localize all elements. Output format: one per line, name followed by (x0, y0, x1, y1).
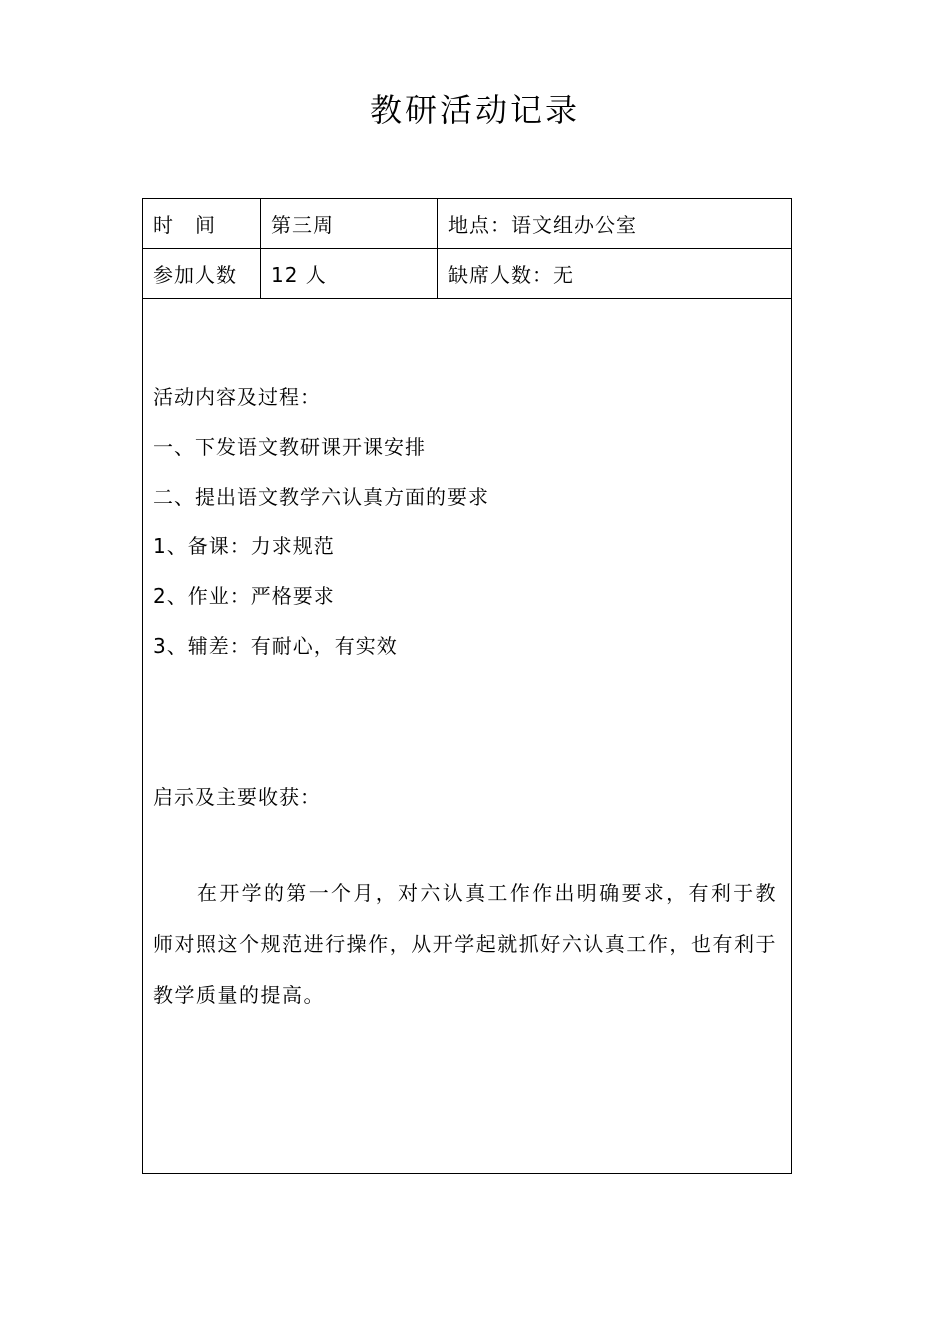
page-title: 教研活动记录 (369, 91, 580, 129)
attendees-value: 12 人 (261, 249, 438, 299)
harvest-heading: 启示及主要收获： (153, 785, 321, 809)
time-label: 时 间 (143, 199, 261, 249)
list-item: 3、辅差：有耐心，有实效 (153, 634, 398, 658)
attendees-label: 参加人数 (143, 249, 261, 299)
list-item: 2、作业：严格要求 (153, 584, 335, 608)
list-item: 一、下发语文教研课开课安排 (153, 435, 426, 459)
harvest-paragraph: 在开学的第一个月，对六认真工作作出明确要求，有利于教师对照这个规范进行操作，从开学起就抓好六认真工作，也有利于教学质量的提高。 (153, 881, 777, 1007)
time-value: 第三周 (261, 199, 438, 249)
content-cell (143, 299, 792, 1174)
record-table (142, 198, 792, 1174)
location-cell: 地点：语文组办公室 (438, 199, 792, 249)
list-item: 二、提出语文教学六认真方面的要求 (153, 485, 489, 509)
absent-cell: 缺席人数：无 (438, 249, 792, 299)
time-row (143, 199, 792, 249)
activity-heading: 活动内容及过程： (153, 385, 321, 409)
list-item: 1、备课：力求规范 (153, 534, 335, 558)
attendance-row (143, 249, 792, 299)
content-row (143, 299, 792, 1174)
